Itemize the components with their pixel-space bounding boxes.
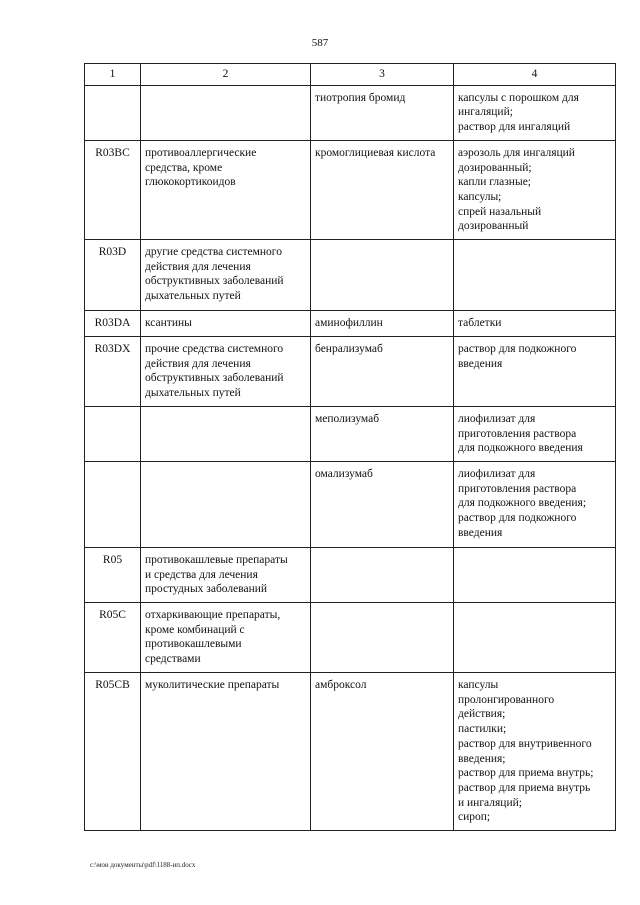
- group-cell: [141, 673, 311, 831]
- atc-code-cell: [85, 311, 141, 337]
- atc-code-cell: [85, 240, 141, 311]
- column-header-drug: 3: [311, 64, 454, 86]
- drug-table: [84, 63, 616, 831]
- table-row: [85, 406, 616, 461]
- column-header-group: 2: [141, 64, 311, 86]
- forms-cell: [454, 85, 616, 140]
- group-cell: [141, 240, 311, 311]
- group-cell: [141, 337, 311, 407]
- drug-name: омализумаб: [315, 467, 373, 480]
- drug-cell: [311, 240, 454, 311]
- group-name: противоаллергические средства, кроме глюкокортикоидов: [145, 146, 257, 189]
- dosage-forms: раствор для подкожного введения: [458, 343, 577, 370]
- atc-code-cell: [85, 406, 141, 461]
- dosage-forms: лиофилизат для приготовления раствора для подкожного введения: [458, 412, 583, 455]
- forms-cell: [454, 406, 616, 461]
- dosage-forms: лиофилизат для приготовления раствора для подкожного введения; раствор для подкожного введения: [458, 467, 587, 539]
- group-name: муколитические препараты: [145, 679, 280, 692]
- table-row: [85, 461, 616, 547]
- drug-cell: [311, 673, 454, 831]
- drug-cell: [311, 85, 454, 140]
- group-cell: [141, 461, 311, 547]
- table-row: [85, 311, 616, 337]
- group-cell: [141, 547, 311, 602]
- atc-code: R05CB: [95, 679, 130, 692]
- forms-cell: [454, 140, 616, 239]
- atc-code-cell: [85, 461, 141, 547]
- dosage-forms: капсулы пролонгированного действия; пастилки; раствор для внутривенного введения; раствор для приема внутрь; раствор для приема внутрь и ингаляций; сироп;: [458, 679, 594, 824]
- forms-cell: [454, 603, 616, 673]
- table-row: [85, 547, 616, 602]
- group-cell: [141, 311, 311, 337]
- group-name: ксантины: [145, 317, 192, 330]
- drug-cell: [311, 461, 454, 547]
- drug-name: тиотропия бромид: [315, 91, 406, 104]
- table-row: [85, 337, 616, 407]
- atc-code-cell: [85, 547, 141, 602]
- drug-cell: [311, 140, 454, 239]
- forms-cell: [454, 311, 616, 337]
- drug-cell: [311, 547, 454, 602]
- atc-code: R03DA: [94, 317, 131, 330]
- atc-code-cell: [85, 337, 141, 407]
- group-cell: [141, 140, 311, 239]
- file-path-footer: c:\мои документы\pdf\1188-ип.docx: [90, 861, 196, 869]
- atc-code-cell: [85, 140, 141, 239]
- table-header-row: [85, 64, 616, 86]
- drug-name: меполизумаб: [315, 412, 380, 425]
- atc-code: R05C: [99, 609, 126, 622]
- group-cell: [141, 406, 311, 461]
- drug-name: кромоглициевая кислота: [315, 146, 436, 159]
- atc-code: R03D: [98, 246, 127, 259]
- dosage-forms: аэрозоль для ингаляций дозированный; капли глазные; капсулы; спрей назальный дозированный: [458, 146, 575, 233]
- atc-code: R05: [102, 553, 123, 566]
- column-header-forms: 4: [454, 64, 616, 86]
- group-name: другие средства системного действия для лечения обструктивных заболеваний дыхательных путей: [145, 246, 284, 303]
- group-name: прочие средства системного действия для лечения обструктивных заболеваний дыхательных путей: [145, 343, 284, 400]
- drug-cell: [311, 603, 454, 673]
- forms-cell: [454, 240, 616, 311]
- drug-name: аминофиллин: [315, 317, 383, 330]
- dosage-forms: капсулы с порошком для ингаляций; раствор для ингаляций: [458, 91, 579, 134]
- table-row: [85, 673, 616, 831]
- table-row: [85, 140, 616, 239]
- forms-cell: [454, 547, 616, 602]
- atc-code-cell: [85, 603, 141, 673]
- atc-code: R03DX: [94, 343, 131, 356]
- forms-cell: [454, 673, 616, 831]
- dosage-forms: таблетки: [458, 317, 502, 330]
- drug-cell: [311, 337, 454, 407]
- atc-code-cell: [85, 85, 141, 140]
- table-row: [85, 603, 616, 673]
- group-name: отхаркивающие препараты, кроме комбинаций с противокашлевыми средствами: [145, 609, 281, 666]
- drug-cell: [311, 406, 454, 461]
- table-row: [85, 85, 616, 140]
- forms-cell: [454, 337, 616, 407]
- page-number: 587: [311, 37, 329, 49]
- drug-cell: [311, 311, 454, 337]
- group-name: противокашлевые препараты и средства для лечения простудных заболеваний: [145, 553, 288, 596]
- group-cell: [141, 603, 311, 673]
- atc-code-cell: [85, 673, 141, 831]
- forms-cell: [454, 461, 616, 547]
- column-header-code: 1: [85, 64, 141, 86]
- drug-name: амброксол: [315, 679, 367, 692]
- drug-name: бенрализумаб: [315, 343, 383, 356]
- group-cell: [141, 85, 311, 140]
- table-row: [85, 240, 616, 311]
- atc-code: R03BC: [95, 146, 130, 159]
